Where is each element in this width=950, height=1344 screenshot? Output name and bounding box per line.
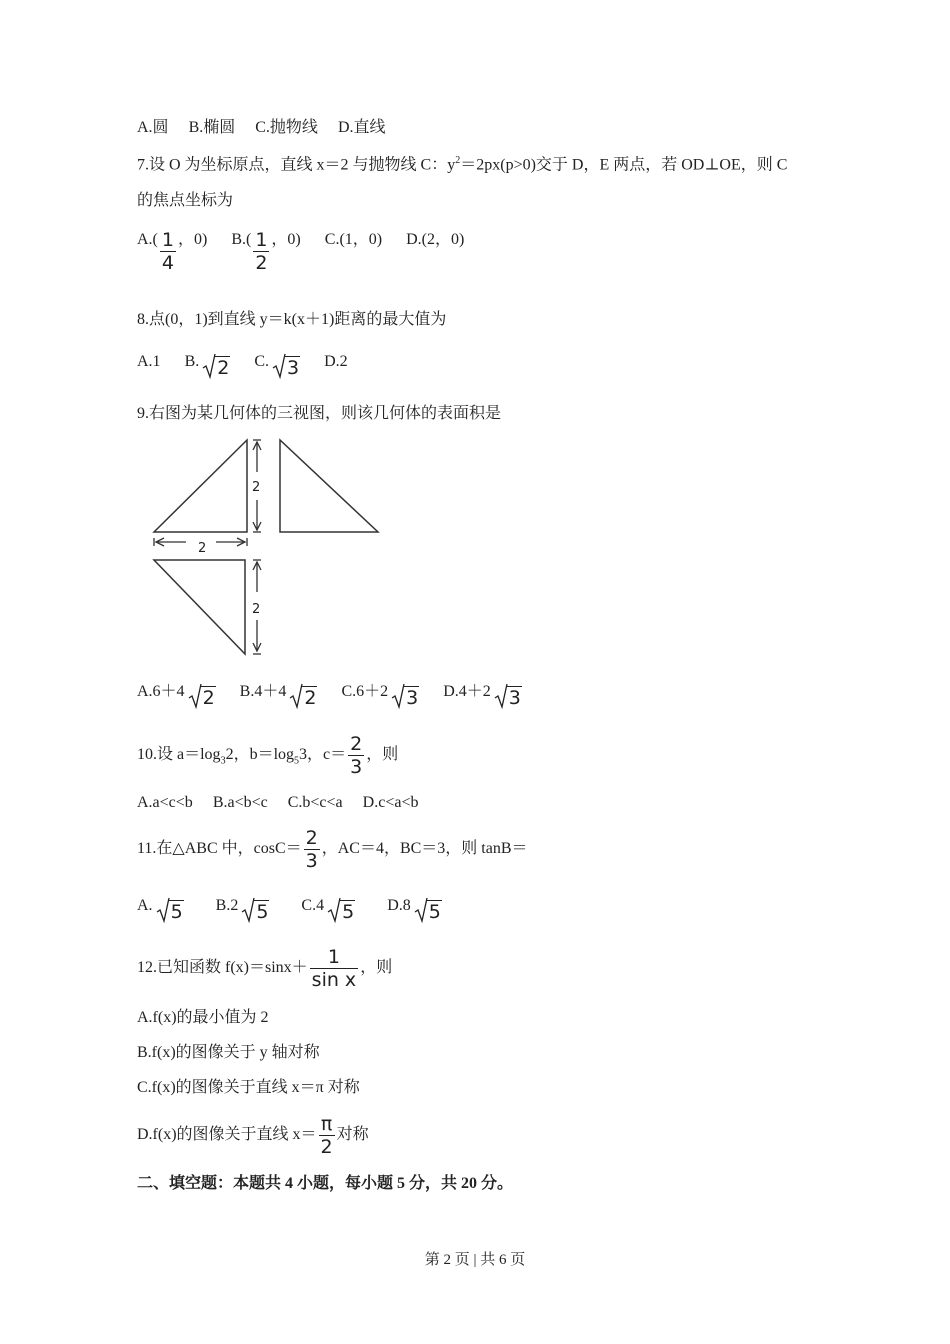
q6-options — [137, 120, 386, 136]
q9-option-a: A.6＋4 2 — [137, 683, 215, 709]
q12-stem: 12.已知函数 f(x)＝sinx＋ $\frac{1}{\text{sin x}}$ ，则 — [137, 946, 393, 991]
q7-option-a: A.( $\frac{1}{4}$ ，0) — [137, 229, 208, 274]
q10-option-a: A.a<c<b — [137, 794, 193, 811]
q11-option-b: B.2 5 — [215, 897, 269, 923]
q8-option-a: A.1 — [137, 353, 161, 370]
q10-option-b: B.a<b<c — [212, 794, 268, 811]
q7-stem-line2: 的焦点坐标为 — [137, 192, 234, 209]
q11-option-c: C.4 5 — [301, 897, 355, 923]
q8-stem: 8.点(0，1)到直线 y＝k(x＋1)距离的最大值为 — [137, 311, 447, 328]
q6-option-a: A.圆 — [137, 119, 169, 136]
q8-option-b: B. 2 — [184, 353, 230, 379]
q8-option-c: C. 3 — [254, 353, 300, 379]
q7-option-d: D.(2，0) — [406, 231, 465, 248]
q12-option-b: B.f(x)的图像关于 y 轴对称 — [137, 1044, 320, 1061]
q7-stem-line1: 7.设 O 为坐标原点，直线 x＝2 与抛物线 C：$y^2=2px(p>0)$交于 D，E 两点，若 OD⊥OE，则 C — [137, 155, 788, 174]
q10-stem: 10.设 $a=\log_32$，$b=\log_53$，c＝ $\frac{2}{3}$ ，则 — [137, 733, 399, 778]
three-view-figure — [140, 432, 390, 662]
q6-option-c: C.抛物线 — [255, 119, 318, 136]
q11-stem: 11.在△ABC 中，cosC＝ $\frac{2}{3}$ ，AC＝4，BC＝3，则 tanB＝ — [137, 827, 528, 872]
front-view-triangle — [154, 440, 247, 532]
q11-option-a: A. 5 — [137, 897, 183, 923]
q7-option-c: C.(1，0) — [324, 231, 383, 248]
q10-option-c: C.b<c<a — [287, 794, 343, 811]
dim-top-height-label: 2 — [252, 602, 261, 617]
q9-option-c: C.6＋2 3 — [341, 683, 419, 709]
q11-options — [137, 892, 442, 923]
q12-option-c: C.f(x)的图像关于直线 x＝π 对称 — [137, 1079, 360, 1096]
q6-option-b: B.椭圆 — [188, 119, 236, 136]
side-view-triangle — [280, 440, 378, 532]
q12-option-a: A.f(x)的最小值为 2 — [137, 1009, 269, 1026]
q10-option-d: D.c<a<b — [362, 794, 419, 811]
q12-option-d: D.f(x)的图像关于直线 x＝ $\frac{\pi}{2}$ 对称 — [137, 1113, 369, 1158]
q9-stem: 9.右图为某几何体的三视图，则该几何体的表面积是 — [137, 405, 502, 422]
q7-option-b: B.( $\frac{1}{2}$ ，0) — [231, 229, 301, 274]
dim-front-height-label: 2 — [252, 480, 261, 495]
q10-options — [137, 795, 418, 811]
q7-options — [137, 229, 465, 274]
page-footer: 第 2 页 | 共 6 页 — [424, 1252, 526, 1268]
q9-options — [137, 678, 522, 709]
q11-option-d: D.8 5 — [387, 897, 441, 923]
q8-options — [137, 348, 348, 379]
section-2-heading: 二、填空题：本题共 4 小题，每小题 5 分，共 20 分。 — [137, 1175, 514, 1192]
q9-option-b: B.4＋4 2 — [239, 683, 317, 709]
dim-front-width-label: 2 — [198, 541, 207, 556]
q6-option-d: D.直线 — [337, 119, 386, 136]
q8-option-d: D.2 — [324, 353, 348, 370]
top-view-triangle — [154, 560, 245, 654]
q9-option-d: D.4＋2 3 — [443, 683, 521, 709]
